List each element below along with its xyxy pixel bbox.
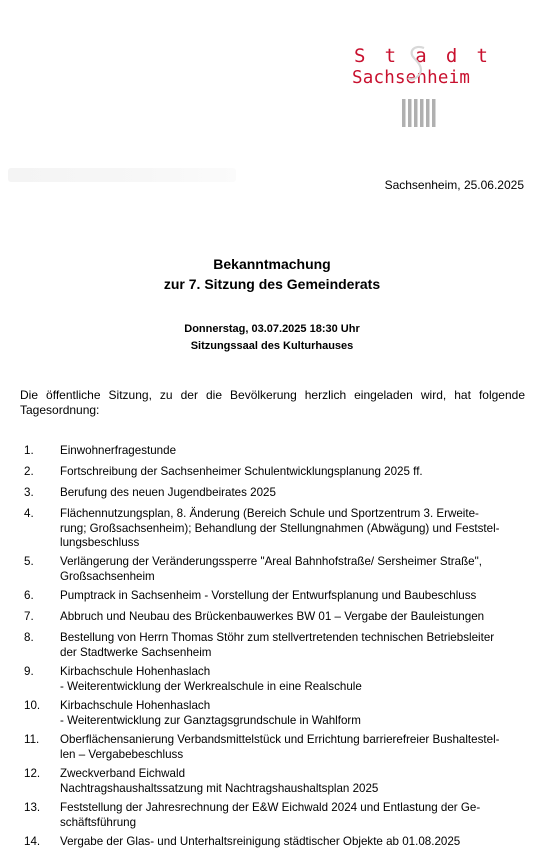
agenda-item-line: Verlängerung der Veränderungssperre "Areal Bahnhofstraße/ Sersheimer Straße",	[60, 555, 482, 568]
agenda-item-text	[60, 589, 525, 604]
agenda-item-line: Nachtragshaushaltssatzung mit Nachtragshaushaltsplan 2025	[60, 781, 379, 795]
agenda-item-line: Zweckverband Eichwald	[60, 767, 186, 780]
agenda-item-text	[60, 610, 525, 625]
agenda-item-line: lungsbeschluss	[60, 536, 140, 550]
agenda-item-line: Einwohnerfragestunde	[60, 444, 177, 457]
agenda-item-number: 7.	[24, 610, 34, 623]
redacted-address-line	[8, 168, 236, 182]
agenda-item-line: Berufung des neuen Jugendbeirates 2025	[60, 486, 276, 499]
agenda-item-text	[60, 733, 525, 762]
agenda-item-line: Feststellung der Jahresrechnung der E&W Eichwald 2024 und Entlastung der Ge-	[60, 801, 481, 814]
logo-letter: d	[445, 45, 458, 67]
agenda-item-number: 8.	[24, 631, 34, 644]
agenda-item-number: 4.	[24, 507, 34, 520]
logo-letter: t	[476, 45, 488, 67]
logo-letter: a	[415, 45, 427, 67]
meeting-datetime: Donnerstag, 03.07.2025 18:30 Uhr	[184, 323, 360, 335]
logo-letter: t	[384, 45, 397, 67]
logo-city-name: Sachsenheim	[352, 68, 471, 88]
agenda-item-number: 3.	[24, 486, 34, 499]
agenda-item-line: Großsachsenheim	[60, 569, 155, 583]
agenda-item-text	[60, 555, 525, 584]
agenda-item-line: len – Vergabebeschluss	[60, 747, 184, 761]
agenda-item-text	[60, 801, 525, 830]
agenda-item-line: Oberflächensanierung Verbandsmittelstück und Errichtung barrierefreier Bushaltestel-	[60, 733, 500, 746]
agenda-item-text	[60, 507, 525, 551]
logo-swirl-icon	[404, 44, 430, 88]
agenda-item-line: - Weiterentwicklung zur Ganztagsgrundschule in Wahlform	[60, 713, 361, 727]
agenda-item-text	[60, 835, 525, 850]
document-subtitle: zur 7. Sitzung des Gemeinderats	[163, 276, 381, 292]
agenda-item-text	[60, 486, 525, 501]
agenda-item-line: Vergabe der Glas- und Unterhaltsreinigung städtischer Objekte ab 01.08.2025	[60, 835, 461, 848]
agenda-item-line: Pumptrack in Sachsenheim - Vorstellung der Entwurfsplanung und Baubeschluss	[60, 589, 477, 602]
agenda-item-text	[60, 444, 525, 459]
agenda-item-line: rung; Großsachsenheim); Behandlung der Stellungnahmen (Abwägung) und Feststel-	[60, 521, 500, 535]
agenda-item-line: Bestellung von Herrn Thomas Stöhr zum stellvertretenden technischen Betriebsleiter	[60, 631, 495, 644]
city-logo	[352, 46, 492, 130]
agenda-item-number: 10.	[24, 699, 41, 712]
agenda-item-line: Flächennutzungsplan, 8. Änderung (Bereich Schule und Sportzentrum 3. Erweite-	[60, 507, 479, 520]
agenda-item-text	[60, 631, 525, 660]
columns-icon	[400, 99, 440, 129]
agenda-item-line: Fortschreibung der Sachsenheimer Schulentwicklungsplanung 2025 ff.	[60, 465, 423, 478]
agenda-item-line: Abbruch und Neubau des Brückenbauwerkes BW 01 – Vergabe der Bauleistungen	[60, 610, 485, 623]
agenda-item-line: Kirbachschule Hohenhaslach	[60, 665, 211, 678]
agenda-item-number: 11.	[24, 733, 40, 746]
meeting-location: Sitzungssaal des Kulturhauses	[190, 340, 354, 352]
agenda-item-number: 9.	[24, 665, 34, 678]
agenda-item-number: 6.	[24, 589, 34, 602]
agenda-item-line: schäftsführung	[60, 815, 137, 829]
agenda-item-number: 14.	[24, 835, 41, 848]
agenda-item-number: 5.	[24, 555, 34, 568]
agenda-item-text	[60, 767, 525, 796]
agenda-item-text	[60, 465, 525, 480]
agenda-item-number: 1.	[24, 444, 34, 457]
agenda-item-line: - Weiterentwicklung der Werkrealschule in eine Realschule	[60, 679, 362, 693]
agenda-item-number: 13.	[24, 801, 41, 814]
agenda-item-text	[60, 699, 525, 728]
agenda-item-number: 2.	[24, 465, 34, 478]
date-line: Sachsenheim, 25.06.2025	[384, 178, 524, 192]
intro-paragraph: Die öffentliche Sitzung, zu der die Bevölkerung herzlich eingeladen wird, hat folgende Tagesordnung:	[20, 388, 525, 417]
agenda-item-line: Kirbachschule Hohenhaslach	[60, 699, 211, 712]
agenda-item-text	[60, 665, 525, 694]
logo-letter: S	[354, 45, 366, 67]
agenda-item-line: der Stadtwerke Sachsenheim	[60, 645, 212, 659]
document-title: Bekanntmachung	[213, 256, 331, 272]
agenda-item-number: 12.	[24, 767, 41, 780]
